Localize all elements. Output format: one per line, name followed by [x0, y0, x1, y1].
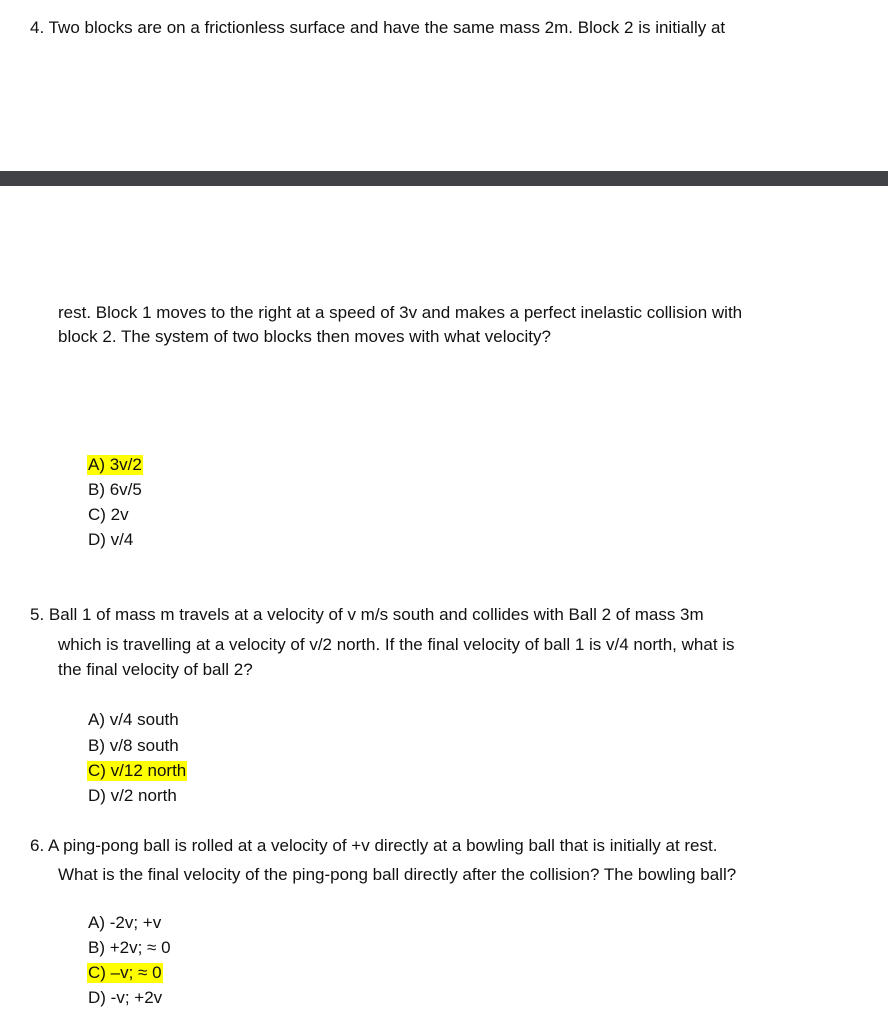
q4-text-line-3: block 2. The system of two blocks then moves with what velocity? — [58, 327, 551, 346]
q4-option-b: B) 6v/5 — [88, 480, 142, 499]
q5-text-line-3: the final velocity of ball 2? — [58, 660, 253, 679]
q4-text-line-1: 4. Two blocks are on a frictionless surface and have the same mass 2m. Block 2 is initially at — [30, 18, 726, 37]
q5-text-line-1: 5. Ball 1 of mass m travels at a velocity of v m/s south and collides with Ball 2 of mass 3m — [30, 605, 704, 624]
q6-text-line-1: 6. A ping-pong ball is rolled at a velocity of +v directly at a bowling ball that is initially at rest. — [30, 836, 718, 855]
q5-option-a: A) v/4 south — [88, 710, 179, 729]
q4-option-d: D) v/4 — [88, 530, 134, 549]
q4-option-a: A) 3v/2 — [88, 455, 142, 474]
q4-text-line-2: rest. Block 1 moves to the right at a speed of 3v and makes a perfect inelastic collision with — [58, 303, 743, 322]
q5-text-line-2: which is travelling at a velocity of v/2 north. If the final velocity of ball 1 is v/4 north, what is — [58, 635, 735, 654]
q5-option-b: B) v/8 south — [88, 736, 179, 755]
q6-option-d: D) -v; +2v — [88, 988, 163, 1007]
page-break-bar — [0, 171, 888, 186]
q6-option-b: B) +2v; ≈ 0 — [88, 938, 171, 957]
q5-option-c: C) v/12 north — [88, 761, 187, 780]
q5-option-d: D) v/2 north — [88, 786, 177, 805]
q6-text-line-2: What is the final velocity of the ping-pong ball directly after the collision? The bowling ball? — [58, 865, 737, 884]
q4-option-c: C) 2v — [88, 505, 129, 524]
q6-option-a: A) -2v; +v — [88, 913, 162, 932]
q6-option-c: C) –v; ≈ 0 — [88, 963, 162, 982]
